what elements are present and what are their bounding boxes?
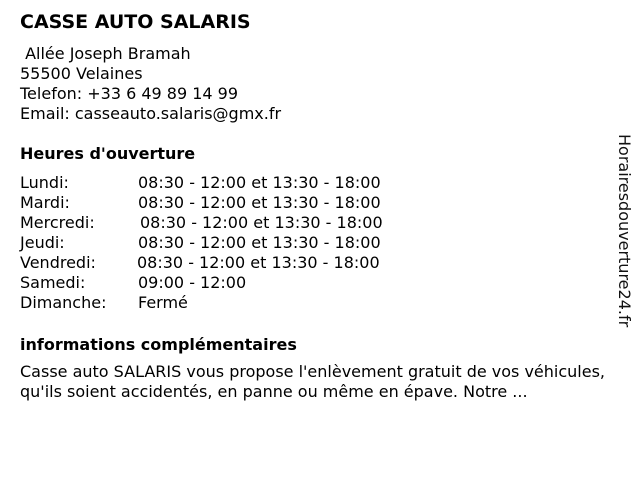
business-name: CASSE AUTO SALARIS: [20, 11, 251, 33]
hours-time: 08:30 - 12:00 et 13:30 - 18:00: [140, 213, 383, 232]
phone-number: Telefon: +33 6 49 89 14 99: [20, 84, 239, 103]
hours-day: Dimanche:: [20, 293, 107, 312]
hours-time: 08:30 - 12:00 et 13:30 - 18:00: [138, 233, 381, 252]
hours-day: Lundi:: [20, 173, 69, 192]
hours-day: Vendredi:: [20, 253, 96, 272]
hours-time: 08:30 - 12:00 et 13:30 - 18:00: [137, 253, 380, 272]
info-text: Casse auto SALARIS vous propose l'enlèvement gratuit de vos véhicules, qu'ils soient accidentés, en panne ou même en épave. Notre ...: [20, 362, 606, 401]
email-address: Email: casseauto.salaris@gmx.fr: [20, 104, 282, 123]
hours-time: Fermé: [138, 293, 188, 312]
hours-time: 08:30 - 12:00 et 13:30 - 18:00: [138, 193, 381, 212]
hours-row-thursday: [20, 233, 620, 253]
hours-title: Heures d'ouverture: [20, 144, 196, 163]
address-street: Allée Joseph Bramah: [20, 44, 191, 63]
hours-row-saturday: [20, 273, 620, 293]
info-title: informations complémentaires: [20, 335, 297, 354]
hours-day: Mardi:: [20, 193, 70, 212]
address-city: 55500 Velaines: [20, 64, 143, 83]
hours-row-sunday: [20, 293, 620, 313]
address-block: [20, 44, 620, 124]
site-watermark: Horairesdouverture24.fr: [615, 134, 634, 328]
hours-time: 08:30 - 12:00 et 13:30 - 18:00: [138, 173, 381, 192]
hours-row-tuesday: [20, 193, 620, 213]
hours-table: [20, 173, 620, 313]
hours-row-monday: [20, 173, 620, 193]
hours-day: Mercredi:: [20, 213, 95, 232]
hours-day: Jeudi:: [20, 233, 65, 252]
hours-row-friday: [20, 253, 620, 273]
hours-time: 09:00 - 12:00: [138, 273, 247, 292]
hours-day: Samedi:: [20, 273, 86, 292]
business-card: [20, 10, 620, 402]
hours-row-wednesday: [20, 213, 620, 233]
